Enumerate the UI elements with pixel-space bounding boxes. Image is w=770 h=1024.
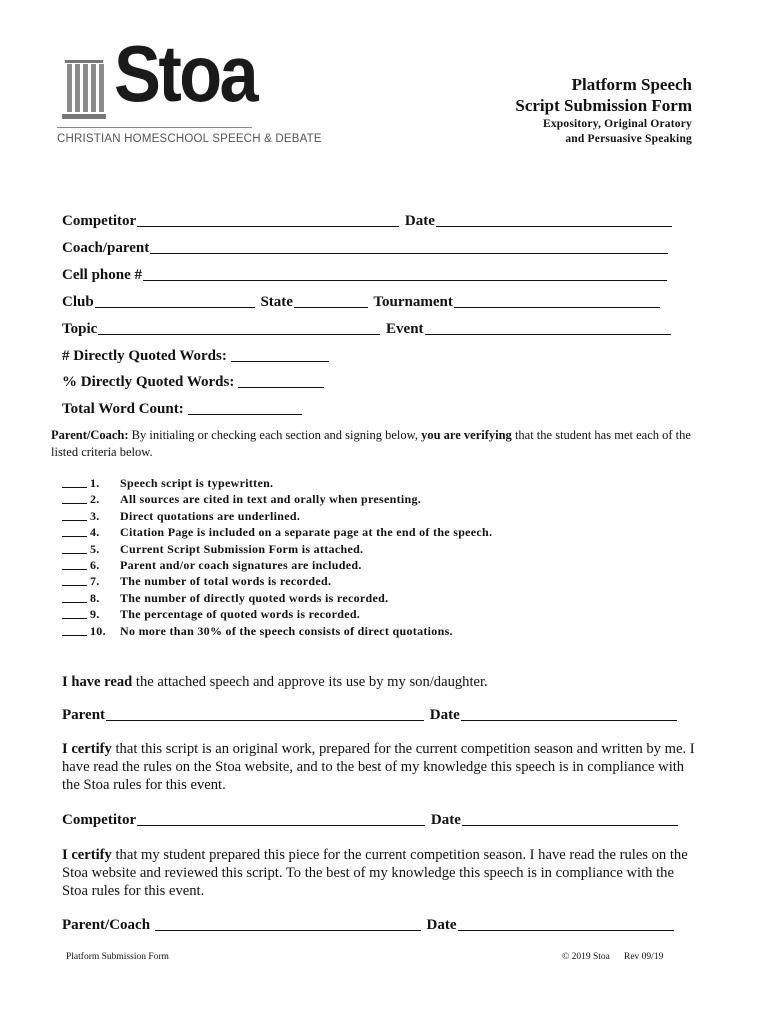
cell-phone-field[interactable]	[143, 266, 667, 281]
logo-divider	[57, 127, 252, 128]
intro-text-1: By initialing or checking each section and signing below,	[128, 428, 422, 442]
subtitle-line-2: and Persuasive Speaking	[565, 133, 692, 145]
parent-date-field[interactable]	[461, 706, 677, 721]
direct-quoted-field[interactable]	[231, 347, 329, 362]
parent-certification	[62, 846, 702, 900]
approval-statement	[62, 673, 702, 691]
checklist-initial-field[interactable]	[62, 592, 87, 603]
title-line-2: Script Submission Form	[515, 96, 692, 115]
logo-tagline: CHRISTIAN HOMESCHOOL SPEECH & DEBATE	[57, 133, 322, 145]
tournament-label: Tournament	[373, 294, 453, 310]
checklist-item	[62, 557, 492, 573]
intro-lead: Parent/Coach:	[51, 428, 129, 442]
total-words-row	[62, 400, 304, 418]
parent-coach-date-field[interactable]	[458, 916, 674, 931]
checklist-item	[62, 623, 492, 639]
checklist-number: 6.	[90, 557, 100, 572]
form-subtitle	[543, 117, 692, 147]
checklist-text: All sources are cited in text and orally when presenting.	[120, 492, 422, 507]
checklist-initial-field[interactable]	[62, 543, 87, 554]
parent-coach-signature-field[interactable]	[155, 916, 421, 931]
criteria-checklist	[62, 475, 492, 639]
checklist-number: 2.	[90, 492, 100, 507]
parent-cert-lead: I certify	[62, 847, 112, 863]
parent-coach-date-label: Date	[426, 917, 457, 933]
form-title	[515, 74, 692, 116]
total-words-field[interactable]	[188, 400, 302, 415]
coach-parent-field[interactable]	[150, 239, 668, 254]
intro-emphasis: you are verifying	[421, 428, 512, 442]
checklist-initial-field[interactable]	[62, 575, 87, 586]
checklist-number: 9.	[90, 607, 100, 622]
checklist-item	[62, 508, 492, 524]
cell-phone-label: Cell phone #	[62, 267, 143, 283]
checklist-text: The number of directly quoted words is recorded.	[120, 590, 389, 605]
stoa-pillars-logo-icon	[62, 58, 106, 120]
checklist-text: Speech script is typewritten.	[120, 476, 274, 490]
topic-field[interactable]	[98, 320, 380, 335]
topic-row	[62, 320, 673, 338]
checklist-item	[62, 475, 492, 491]
checklist-text: Parent and/or coach signatures are included.	[120, 557, 362, 572]
parent-coach-instructions	[51, 427, 711, 461]
parent-coach-label: Parent/Coach	[62, 917, 151, 933]
cell-phone-row	[62, 266, 669, 284]
footer-copyright: © 2019 Stoa	[562, 952, 610, 962]
coach-parent-row	[62, 239, 670, 257]
pct-quoted-label: % Directly Quoted Words:	[62, 374, 235, 390]
approval-lead: I have read	[62, 674, 133, 690]
parent-label: Parent	[62, 707, 106, 723]
subtitle-line-1: Expository, Original Oratory	[542, 118, 692, 130]
checklist-number: 8.	[90, 590, 100, 605]
approval-text: the attached speech and approve its use by my son/daughter.	[132, 674, 488, 690]
competitor-label: Competitor	[62, 213, 137, 229]
competitor-signature-row	[62, 811, 680, 829]
stoa-wordmark: Stoa	[114, 29, 256, 118]
event-field[interactable]	[425, 320, 671, 335]
parent-signature-row	[62, 706, 679, 724]
checklist-item	[62, 590, 492, 606]
competitor-cert-text: that this script is an original work, prepared for the current competition season and written by me. I have read the rules on the Stoa website, and to the best of my knowledge this speech is in compliance with the Stoa rules for this event.	[62, 741, 695, 793]
event-label: Event	[386, 321, 424, 337]
competitor-field[interactable]	[137, 212, 399, 227]
footer-revision: Rev 09/19	[624, 952, 664, 962]
parent-coach-signature-row	[62, 916, 676, 934]
parent-date-label: Date	[429, 707, 460, 723]
parent-signature-field[interactable]	[106, 706, 424, 721]
club-row	[62, 293, 662, 311]
pct-quoted-row	[62, 373, 326, 391]
checklist-initial-field[interactable]	[62, 608, 87, 619]
checklist-number: 5.	[90, 541, 100, 556]
competitor-signature-field[interactable]	[137, 811, 425, 826]
state-field[interactable]	[294, 293, 368, 308]
direct-quoted-label: # Directly Quoted Words:	[62, 348, 227, 364]
club-field[interactable]	[95, 293, 255, 308]
checklist-initial-field[interactable]	[62, 625, 87, 636]
checklist-number: 10.	[90, 623, 106, 638]
checklist-initial-field[interactable]	[62, 477, 87, 488]
checklist-item	[62, 491, 492, 507]
parent-cert-text: that my student prepared this piece for the current competition season. I have read the rules on the Stoa website and reviewed this script. To the best of my knowledge this speech is in compliance with the Stoa rules for this event.	[62, 847, 688, 899]
competitor-row	[62, 212, 674, 230]
checklist-number: 3.	[90, 508, 100, 523]
title-line-1: Platform Speech	[571, 75, 692, 94]
checklist-text: The percentage of quoted words is recorded.	[120, 607, 361, 622]
coach-parent-label: Coach/parent	[62, 240, 150, 256]
checklist-text: Current Script Submission Form is attached.	[120, 541, 364, 556]
checklist-text: Citation Page is included on a separate page at the end of the speech.	[120, 525, 493, 540]
date-field[interactable]	[436, 212, 672, 227]
checklist-text: No more than 30% of the speech consists of direct quotations.	[120, 623, 453, 638]
competitor-sig-label: Competitor	[62, 812, 137, 828]
pct-quoted-field[interactable]	[238, 373, 324, 388]
checklist-initial-field[interactable]	[62, 493, 87, 504]
checklist-item	[62, 573, 492, 589]
checklist-text: The number of total words is recorded.	[120, 574, 332, 589]
direct-quoted-row	[62, 347, 331, 365]
checklist-initial-field[interactable]	[62, 510, 87, 521]
checklist-item	[62, 606, 492, 622]
checklist-item	[62, 524, 492, 540]
state-label: State	[260, 294, 293, 310]
checklist-initial-field[interactable]	[62, 559, 87, 570]
intro-text-2: that the student has met each of the listed criteria below.	[51, 428, 691, 459]
checklist-item	[62, 541, 492, 557]
tournament-field[interactable]	[454, 293, 660, 308]
checklist-initial-field[interactable]	[62, 526, 87, 537]
topic-label: Topic	[62, 321, 98, 337]
competitor-certification	[62, 740, 702, 794]
checklist-number: 4.	[90, 525, 100, 540]
footer-form-name: Platform Submission Form	[66, 952, 169, 962]
checklist-text: Direct quotations are underlined.	[120, 508, 301, 523]
competitor-date-label: Date	[430, 812, 461, 828]
competitor-date-field[interactable]	[462, 811, 678, 826]
date-label: Date	[404, 213, 435, 229]
club-label: Club	[62, 294, 94, 310]
total-words-label: Total Word Count:	[62, 401, 184, 417]
competitor-cert-lead: I certify	[62, 741, 112, 757]
checklist-number: 1.	[90, 476, 100, 490]
checklist-number: 7.	[90, 574, 100, 589]
